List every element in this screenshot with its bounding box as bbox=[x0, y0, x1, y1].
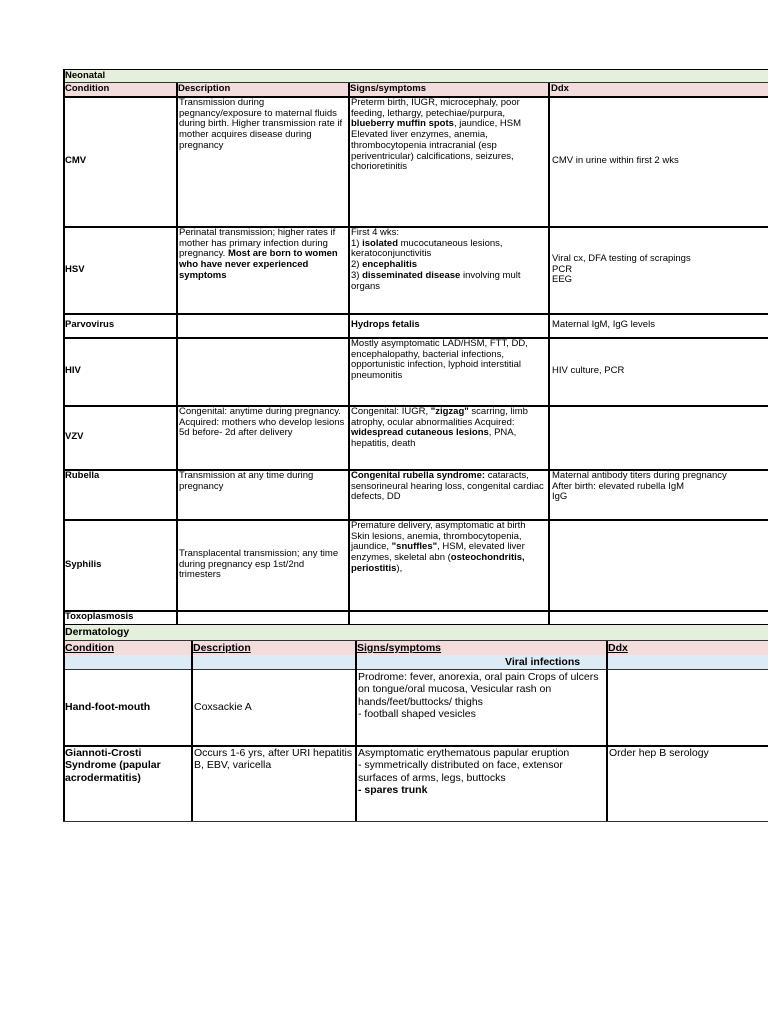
signs-cell: Congenital: IUGR, "zigzag" scarring, limb atrophy, ocular abnormalities Acquired: widespread cutaneous lesions, PNA, hepatitis, death bbox=[351, 406, 528, 450]
signs-cell: Prodrome: fever, anorexia, oral pain Crops of ulcers on tongue/oral mucosa, Vesicular rash on hands/feet/buttocks/ thighs - football shaped vesicles bbox=[358, 671, 599, 721]
ddx-cell bbox=[550, 520, 768, 610]
description-cell: Transplacental transmission; any time during pregnancy esp 1st/2nd trimesters bbox=[179, 547, 339, 581]
description-cell: Transmission during pegnancy/exposure to maternal fluids during birth. Higher transmission rate if mother acquires disease during pregnancy bbox=[179, 97, 343, 151]
description-cell: Transmission at any time during pregnancy bbox=[179, 470, 314, 492]
condition-cell: Parvovirus bbox=[65, 319, 115, 331]
col-header-signs: Signs/symptoms bbox=[357, 642, 442, 654]
signs-cell: First 4 wks: 1) isolated mucocutaneous lesions, keratoconjunctivitis 2) encephalitis 3) disseminated disease involving mult organs bbox=[351, 227, 521, 292]
ddx-cell bbox=[607, 670, 768, 745]
col-header-description: Description bbox=[193, 642, 251, 654]
neonatal-section-title: Neonatal bbox=[63, 70, 768, 82]
dermatology-section-title: Dermatology bbox=[63, 625, 768, 640]
condition-cell: HIV bbox=[65, 365, 81, 377]
ddx-cell: Maternal antibody titers during pregnancy After birth: elevated rubella IgM IgG bbox=[552, 470, 727, 503]
ddx-cell bbox=[550, 406, 768, 469]
condition-cell: Giannoti-Crosti Syndrome (papular acrodermatitis) bbox=[65, 747, 161, 784]
condition-cell: Syphilis bbox=[65, 558, 102, 570]
description-cell bbox=[177, 338, 348, 405]
subheader-viral-infections: Viral infections bbox=[505, 656, 581, 668]
row-divider bbox=[63, 821, 768, 822]
signs-cell: Asymptomatic erythematous papular eruption - symmetrically distributed on face, extensor surfaces of arms, legs, buttocks - spares trunk bbox=[358, 747, 570, 797]
col-header-condition: Condition bbox=[65, 642, 114, 654]
description-cell: Congenital: anytime during pregnancy. Acquired: mothers who develop lesions 5d before- 2d after delivery bbox=[179, 406, 345, 439]
signs-cell: Congenital rubella syndrome: cataracts, sensorineural hearing loss, congenital cardiac defects, DD bbox=[351, 470, 544, 503]
signs-cell: Mostly asymptomatic LAD/HSM, FTT, DD, encephalopathy, bacterial infections, opportunistic infection, lyphoid interstitial pneumonitis bbox=[351, 338, 528, 382]
signs-cell: Preterm birth, IUGR, microcephaly, poor feeding, lethargy, petechiae/purpura, blueberry muffin spots, jaundice, HSM Elevated liver enzymes, anemia, thrombocytopenia intracranial (esp periventricular) calcifications, seizures, chorioretinitis bbox=[351, 97, 521, 173]
ddx-cell: HIV culture, PCR bbox=[552, 365, 625, 377]
signs-cell: Premature delivery, asymptomatic at birth Skin lesions, anemia, thrombocytopenia, jaundice, "snuffles", HSM, elevated liver enzymes, skeletal abn (osteochondritis, periostitis), bbox=[351, 520, 526, 574]
col-header-ddx: Ddx bbox=[608, 642, 628, 654]
condition-cell: Rubella bbox=[65, 470, 100, 481]
ddx-cell: CMV in urine within first 2 wks bbox=[552, 155, 679, 167]
description-cell: Coxsackie A bbox=[194, 701, 252, 714]
condition-cell: CMV bbox=[65, 155, 87, 167]
col-header-ddx: Ddx bbox=[551, 83, 569, 94]
ddx-cell: Order hep B serology bbox=[609, 747, 709, 759]
condition-cell: HSV bbox=[65, 263, 85, 275]
col-header-description: Description bbox=[178, 83, 231, 94]
neonatal-header-row bbox=[63, 83, 768, 96]
ddx-cell: Viral cx, DFA testing of scrapings PCR EEG bbox=[552, 252, 691, 286]
condition-cell: VZV bbox=[65, 431, 84, 443]
col-header-condition: Condition bbox=[65, 83, 110, 94]
condition-cell: Hand-foot-mouth bbox=[65, 701, 151, 714]
description-cell: Perinatal transmission; higher rates if mother has primary infection during pregnancy. Most are born to women who have never experienced symptoms bbox=[179, 227, 338, 281]
dermatology-header-row bbox=[63, 641, 768, 655]
col-header-signs: Signs/symptoms bbox=[350, 83, 427, 94]
ddx-cell: Maternal IgM, IgG levels bbox=[552, 319, 655, 331]
description-cell bbox=[177, 314, 348, 337]
description-cell: Occurs 1-6 yrs, after URI hepatitis B, EBV, varicella bbox=[194, 747, 353, 772]
subheader-row bbox=[63, 655, 768, 669]
signs-cell: Hydrops fetalis bbox=[351, 319, 420, 331]
condition-cell: Toxoplasmosis bbox=[65, 611, 134, 623]
